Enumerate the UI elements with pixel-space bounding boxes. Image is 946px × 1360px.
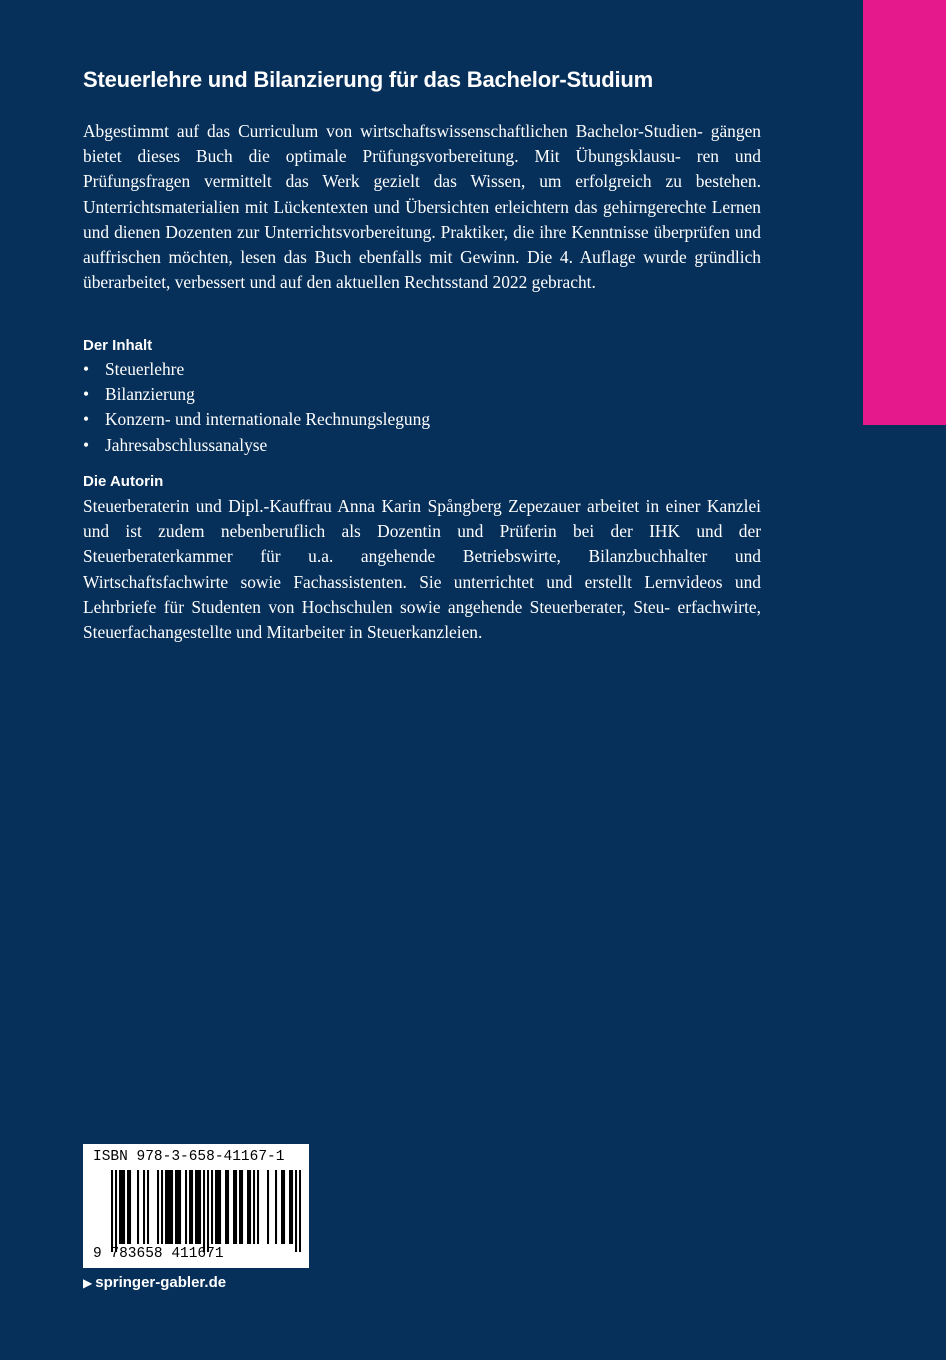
- barcode-bar: [207, 1170, 209, 1252]
- barcode-bar: [199, 1170, 201, 1244]
- isbn-label: ISBN 978-3-658-41167-1: [93, 1149, 285, 1165]
- barcode-bar: [235, 1170, 237, 1244]
- barcode-bar: [289, 1170, 291, 1244]
- barcode-bar: [137, 1170, 139, 1244]
- barcode-bar: [267, 1170, 269, 1244]
- content-heading: Der Inhalt: [83, 337, 153, 354]
- barcode-bar: [249, 1170, 251, 1244]
- bullet-icon: •: [83, 434, 90, 455]
- barcode-bar: [169, 1170, 171, 1244]
- barcode-bar: [177, 1170, 179, 1244]
- list-item: [83, 357, 761, 382]
- website-label: springer-gabler.de: [95, 1274, 227, 1291]
- barcode-bar: [165, 1170, 167, 1244]
- barcode-bar: [219, 1170, 221, 1244]
- barcode-bar: [299, 1170, 301, 1252]
- list-item: [83, 382, 761, 407]
- author-paragraph: [83, 494, 761, 645]
- publisher-website-link[interactable]: [83, 1272, 226, 1294]
- content-list: [83, 357, 761, 458]
- barcode-bar: [189, 1170, 191, 1244]
- barcode-bar: [227, 1170, 229, 1244]
- barcode-bar: [283, 1170, 285, 1244]
- barcode-bar: [253, 1170, 255, 1244]
- barcode-bar: [247, 1170, 249, 1244]
- intro-line: gehirngerechte Lernen und dienen Dozenten zur Unterrichtsvorbereitung. Praktiker,: [83, 196, 761, 242]
- author-line: der Steuerberaterkammer für u.a. angehende Betriebswirte, Bilanzbuchhalter und: [83, 521, 761, 567]
- barcode-bar: [115, 1170, 117, 1252]
- barcode-bar: [121, 1170, 123, 1244]
- barcode-bar: [275, 1170, 277, 1244]
- barcode-bar: [239, 1170, 241, 1244]
- book-title: Steuerlehre und Bilanzierung für das Bachelor-Studium: [83, 67, 654, 92]
- barcode-bar: [123, 1170, 125, 1244]
- barcode-bar: [203, 1170, 205, 1252]
- list-item-label: Bilanzierung: [105, 384, 195, 405]
- author-line: Steuerberaterin und Dipl.-Kauffrau Anna Karin Spångberg Zepezauer arbeitet in einer: [83, 496, 701, 516]
- bullet-icon: •: [83, 384, 90, 405]
- intro-line: gängen bietet dieses Buch die optimale Prüfungsvorbereitung. Mit Übungsklausu-: [83, 121, 761, 167]
- list-item: [83, 407, 761, 432]
- barcode-bar: [143, 1170, 145, 1244]
- barcode-bar: [241, 1170, 243, 1244]
- barcode-bar: [195, 1170, 197, 1244]
- bullet-icon: •: [83, 359, 90, 379]
- list-item-label: Jahresabschlussanalyse: [105, 434, 268, 455]
- author-line: Wirtschaftsfachwirte sowie Fachassistenten. Sie unterrichtet und erstellt Lernvideos: [83, 571, 723, 592]
- barcode-bar: [215, 1170, 217, 1244]
- intro-line: die ihre Kenntnisse überprüfen und auffrischen möchten, lesen das Buch ebenfalls mit: [83, 221, 761, 268]
- list-item-label: Konzern- und internationale Rechnungslegung: [105, 409, 431, 430]
- barcode-bar: [161, 1170, 163, 1244]
- intro-paragraph: [83, 119, 761, 295]
- barcode-bar: [185, 1170, 187, 1244]
- author-line: erfachwirte, Steuerfachangestellte und Mitarbeiter in Steuerkanzleien.: [83, 596, 761, 643]
- barcode-bar: [127, 1170, 129, 1244]
- barcode-bar: [129, 1170, 131, 1244]
- barcode-bar: [147, 1170, 149, 1244]
- intro-line: Rechtsstand 2022 gebracht.: [404, 272, 596, 293]
- barcode-bar: [225, 1170, 227, 1244]
- barcode-bar: [119, 1170, 121, 1244]
- barcode-bars: [111, 1170, 301, 1252]
- list-item-label: Steuerlehre: [105, 359, 185, 379]
- barcode-bar: [111, 1170, 113, 1252]
- ean-digits: 9 783658 411671: [93, 1246, 224, 1262]
- barcode-bar: [217, 1170, 219, 1244]
- barcode-bar: [191, 1170, 193, 1244]
- isbn-barcode: [83, 1144, 309, 1268]
- play-arrow-icon: ▶: [83, 1276, 93, 1290]
- magenta-accent-bar: [863, 0, 946, 425]
- intro-line: bestehen. Unterrichtsmaterialien mit Lückentexten und Übersichten erleichtern das: [83, 171, 761, 217]
- intro-line: Abgestimmt auf das Curriculum von wirtschaftswissenschaftlichen Bachelor-Studien-: [83, 121, 703, 141]
- barcode-bar: [257, 1170, 259, 1244]
- bullet-icon: •: [83, 409, 90, 430]
- intro-line: ren und Prüfungsfragen vermittelt das Werk gezielt das Wissen, um erfolgreich zu: [83, 146, 761, 192]
- barcode-bar: [197, 1170, 199, 1244]
- intro-line: Gewinn. Die 4. Auflage wurde gründlich überarbeitet, verbessert und auf den aktuellen: [83, 247, 761, 293]
- barcode-bar: [281, 1170, 283, 1244]
- barcode-bar: [295, 1170, 297, 1252]
- barcode-bar: [211, 1170, 213, 1244]
- barcode-bar: [157, 1170, 159, 1244]
- author-line: Kanzlei und ist zudem nebenberuflich als Dozentin und Prüferin bei der IHK und: [83, 496, 761, 542]
- barcode-bar: [175, 1170, 177, 1244]
- author-heading: Die Autorin: [83, 473, 164, 490]
- barcode-bar: [291, 1170, 293, 1244]
- barcode-bar: [167, 1170, 169, 1244]
- list-item: [83, 433, 761, 458]
- author-line: und Lehrbriefe für Studenten von Hochschulen sowie angehende Steuerberater, Steu-: [83, 571, 761, 617]
- barcode-bar: [179, 1170, 181, 1244]
- barcode-bar: [233, 1170, 235, 1244]
- barcode-bar: [171, 1170, 173, 1244]
